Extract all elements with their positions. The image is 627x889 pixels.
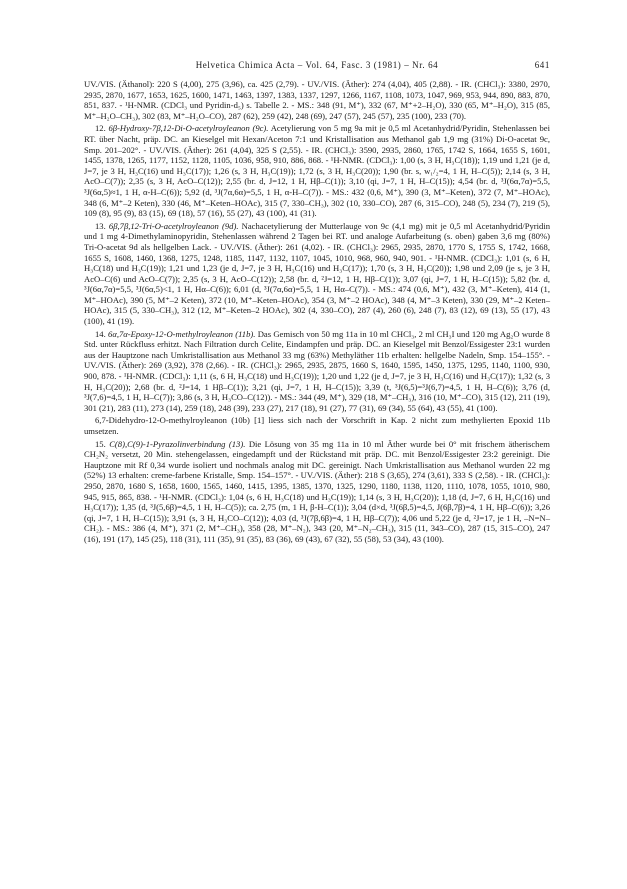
paragraph-text: Die Lösung von 35 mg 11a in 10 ml Äther wurde bei 0° mit frischem ätherischem CH₂N₂ versetzt, 20 Min. stehengelassen, eingedampft und der Rückstand mit präp. DC. mit Benzol/Essigester 23:2 gereinigt. Die Hauptzone mit Rf 0,34 wurde isoliert und nochmals analog mit DC. gereinigt. Nach Umkristallisation aus Methanol wurden 22 mg (52%) 13 erhalten: creme-farbene Kristalle, Smp. 154–157°. - UV./VIS. (Äther): 218 S (3,65), 274 (3,61), 333 S (2,58). - IR. (CHCl₃): 2950, 2870, 1680 S, 1658, 1600, 1565, 1460, 1415, 1395, 1385, 1370, 1325, 1290, 1180, 1138, 1120, 1110, 1078, 1055, 1010, 980, 945, 915, 865, 838. - ¹H-NMR. (CDCl₃): 1,04 (s, 6 H, H₃C(18) und H₃C(19)); 1,14 (s, 3 H, H₃C(20)); 1,18 (d, J=7, 6 H, H₃C(16) und H₃C(17)); 1,35 (d, ³J(5,6β)=4,5, 1 H, H–C(5)); ca. 2,75 (m, 1 H, β-H–C(1)); 3,04 (d×d, ³J(6β,5)=4,5, J(6β,7β)=4, 1 H, Hβ–C(6)); 3,26 (qi, J=7, 1 H, H–C(15)); 3,91 (s, 3 H, H₃CO–C(12)); 4,03 (d, ³J(7β,6β)=4, 1 H, Hβ–C(7)); 4,06 und 5,22 (je d, ²J=17, je 1 H, –N=N–CH₂). - MS.: 386 (4, M⁺), 371 (2, M⁺–CH₃), 358 (28, M⁺–N₂), 343 (20, M⁺–N₂–CH₃), 315 (11, 343–CO), 287 (15, 315–CO), 247 (16), 191 (17), 145 (25), 118 (31), 111 (35), 91 (35), 83 (36), 69 (43), 67 (32), 55 (58), 53 (34), 43 (100). [84, 438, 550, 544]
section-number: 15. [95, 438, 106, 449]
compound-title: 6α,7α-Epoxy-12-O-methylroyleanon (11b). [108, 328, 256, 339]
paragraph-text: Das Gemisch von 50 mg 11a in 10 ml CHCl₃, 2 ml CH₃I und 120 mg Ag₂O wurde 8 Std. unter Rückfluss erhitzt. Nach Filtration durch Celite, Eindampfen und präp. DC. an Kieselgel mit Benzol/Essigester 23:1 wurden aus der Hauptzone nach Umkristallisation aus Methanol 33 mg (63%) Methyläther 11b erhalten: hellgelbe Nadeln, Smp. 154–155°. - UV./VIS. (Äther): 269 (3,92), 378 (2,66). - IR. (CHCl₃): 2965, 2935, 2875, 1660 S, 1640, 1595, 1450, 1375, 1295, 1140, 1100, 930, 900, 878. - ¹H-NMR. (CDCl₃): 1,11 (s, 6 H, H₃C(18) und H₃C(19)); 1,20 und 1,22 (je d, J=7, je 3 H, H₃C(16) und H₃C(17)); 1,32 (s, 3 H, H₃C(20)); 2,68 (br. d, ²J=14, 1 Hβ–C(1)); 3,21 (qi, J=7, 1 H, H–C(15)); 3,39 (t, ³J(6,5)=³J(6,7)=4,5, 1 H, H–C(6)); 3,76 (d, ³J(7,6)=4,5, 1 H, H–C(7)); 3,86 (s, 3 H, H₃CO–C(12)). - MS.: 344 (49, M⁺), 329 (18, M⁺–CH₃), 316 (10, M⁺–CO), 315 (12), 211 (19), 301 (21), 283 (11), 273 (14), 259 (18), 248 (39), 233 (27), 217 (18), 91 (27), 77 (31), 69 (34), 55 (64), 43 (55), 41 (100). [84, 328, 550, 413]
page-number: 641 [534, 60, 550, 70]
paragraph-section-12 [84, 123, 550, 218]
compound-title: C(8),C(9)-1-Pyrazolinverbindung (13). [109, 438, 246, 449]
section-number: 14. [95, 328, 106, 339]
section-number: 12. [95, 123, 106, 134]
running-header [84, 60, 550, 74]
paragraph-text: Nachacetylierung der Mutterlauge von 9c (4,1 mg) mit je 0,5 ml Acetanhydrid/Pyridin und 1 mg 4-Dimethylaminopyridin, Stehenlassen während 2 Tagen bei RT. und analoge Aufarbeitung (s. oben) gaben 3,6 mg (80%) Tri-O-acetat 9d als hellgelben Lack. - UV./VIS. (Äther): 261 (4,02). - IR. (CHCl₃): 2965, 2935, 2870, 1770 S, 1755 S, 1742, 1668, 1655 S, 1608, 1460, 1368, 1275, 1248, 1185, 1147, 1132, 1107, 1045, 1010, 968, 960, 940, 901. - ¹H-NMR. (CDCl₃): 1,01 (s, 6 H, H₃C(18) und H₃C(19)); 1,21 und 1,23 (je d, J=7, je 3 H, H₃C(16) und H₃C(17)); 1,70 (s, 3 H, H₃C(20)); 1,98 und 2,09 (je s, je 3 H, AcO–C(6) und AcO–C(7)); 2,35 (s, 3 H, AcO–C(12)); 2,58 (br. d, ²J=12, 1 H, Hβ–C(1)); 3,07 (qi, J=7, 1 H, H–C(15)); 5,82 (br. d, ³J(6α,7α)=5,5, ³J(6α,5)<1, 1 H, Hα–C(6)); 6,01 (d, ³J(7α,6α)=5,5, 1 H, Hα–C(7)). - MS.: 474 (0,6, M⁺), 432 (3, M⁺–Keten), 414 (1, M⁺–HOAc), 390 (5, M⁺–2 Keten), 372 (10, M⁺–Keten–HOAc), 354 (3, M⁺–2 HOAc), 348 (4, M⁺–3 Keten), 330 (29, M⁺–2 Keten–HOAc), 315 (5, 330–CH₃), 312 (12, M⁺–Keten–2 HOAc), 302 (4, 330–CO), 287 (4), 260 (6), 248 (7), 83 (12), 69 (13), 55 (17), 43 (100), 41 (19). [84, 220, 550, 327]
paragraph-section-14 [84, 329, 550, 414]
paragraph-continuation [84, 79, 550, 121]
paragraph-text: Acetylierung von 5 mg 9a mit je 0,5 ml Acetanhydrid/Pyridin, Stehenlassen bei RT. über Nacht, präp. DC. an Kieselgel mit Hexan/Aceton 7:1 und Kristallisation aus Methanol gab 1,9 mg (31%) Di-O-acetat 9c, Smp. 201–202°. - UV./VIS. (Äther): 261 (4,04), 325 S (2,55). - IR. (CHCl₃): 3590, 2935, 2860, 1765, 1742 S, 1664, 1655 S, 1601, 1455, 1378, 1265, 1177, 1152, 1128, 1105, 1036, 958, 910, 886, 868. - ¹H-NMR. (CDCl₃): 1,00 (s, 3 H, H₃C(18)); 1,19 und 1,21 (je d, J=7, je 3 H, H₃C(16) und H₃C(17)); 1,26 (s, 3 H, H₃C(19)); 1,72 (s, 3 H, H₃C(20)); 1,90 (br. s, w₁/₂=4, 1 H, H–C(5)); 2,14 (s, 3 H, AcO–C(7)); 2,35 (s, 3 H, AcO–C(12)); 2,55 (br. d, J=12, 1 H, Hβ–C(1)); 3,10 (qi, J=7, 1 H, H–C(15)); 4,54 (br. d, ³J(6α,7α)=5,5, ³J(6α,5)≈1, 1 H, α-H–C(6)); 5,92 (d, ³J(7α,6α)=5,5, 1 H, α-H–C(7)). - MS.: 432 (0,6, M⁺), 390 (3, M⁺–Keten), 372 (7, M⁺–HOAc), 348 (6, M⁺–2 Keten), 330 (46, M⁺–Keten–HOAc), 315 (7, 330–CH₃), 302 (10, 330–CO), 287 (6, 315–CO), 248 (5), 234 (7), 219 (5), 109 (8), 95 (9), 83 (15), 69 (18), 57 (16), 55 (27), 43 (100), 41 (31). [84, 123, 550, 219]
compound-title: 6β,7β,12-Tri-O-acetylroyleanon (9d). [108, 220, 239, 231]
section-number: 13. [95, 220, 106, 231]
paragraph-section-15 [84, 439, 550, 545]
paragraph-text: UV./VIS. (Äthanol): 220 S (4,00), 275 (3,96), ca. 425 (2,79). - UV./VIS. (Äther): 274 (4,04), 405 (2,88). - IR. (CHCl₃): 3380, 2970, 2935, 2870, 1677, 1653, 1625, 1600, 1471, 1463, 1397, 1383, 1337, 1297, 1266, 1167, 1108, 1073, 1047, 969, 953, 944, 890, 883, 870, 851, 837. - ¹H-NMR. (CDCl₃ und Pyridin-d₅) s. Tabelle 2. - MS.: 348 (91, M⁺), 332 (67, M⁺+2–H₂O), 330 (65, M⁺–H₂O), 315 (85, M⁺–H₂O–CH₃), 302 (83, M⁺–H₂O–CO), 287 (62), 259 (42), 248 (69), 247 (57), 245 (57), 235 (100), 233 (70). [84, 79, 550, 121]
paragraph-text: 6,7-Didehydro-12-O-methylroyleanon (10b) [1] liess sich nach der Vorschrift in Kap. 2 nicht zum methylierten Epoxid 11b umsetzen. [84, 415, 550, 436]
body-text [84, 79, 550, 547]
paragraph-section-13 [84, 221, 550, 327]
journal-citation: Helvetica Chimica Acta – Vol. 64, Fasc. 3 (1981) – Nr. 64 [195, 60, 439, 70]
compound-title: 6β-Hydroxy-7β,12-Di-O-acetylroyleanon (9c). [108, 123, 269, 134]
paragraph-note [84, 415, 550, 436]
